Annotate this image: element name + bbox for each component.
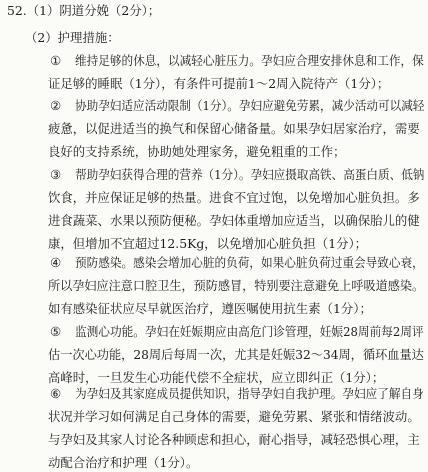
item-number: ⑥ xyxy=(50,386,62,401)
item-line: 疲惫，以促进适当的换气和保留心储备量。如果孕妇居家治疗，需要 xyxy=(48,121,420,136)
item-line: 帮助孕妇获得合理的营养（1分）。孕妇应摄取高铁、高蛋白质、低钠 xyxy=(75,167,425,182)
item-line: 如有感染征状应尽早就医治疗，遵医嘱使用抗生素（1分）； xyxy=(48,301,372,316)
item-line: 高峰时，一旦发生心功能代偿不全症状，应立即纠正（1分）； xyxy=(48,370,385,385)
item-number: ③ xyxy=(50,167,62,182)
item-number: ① xyxy=(50,53,62,68)
item-number: ④ xyxy=(50,255,62,270)
item-line: 估一次心功能，28周后每周一次，尤其是妊娠32～34周，循环血量达 xyxy=(48,347,424,362)
item-line: 预防感染。感染会增加心脏的负荷，如果心脏负荷过重会导致心衰， xyxy=(75,255,424,270)
item-number: ② xyxy=(50,98,62,113)
item-line: 良好的支持系统，协助她处理家务，避免粗重的工作； xyxy=(48,144,346,159)
item-line: 维持足够的休息，以减轻心脏压力。孕妇应合理安排休息和工作，保 xyxy=(75,53,424,68)
item-line: 与孕妇及其家人讨论各种顾虑和担心，耐心指导，减轻恐惧心理，主 xyxy=(48,432,420,447)
question-header: 52.（1）阴道分娩（2分）； xyxy=(7,3,161,18)
item-line: 监测心功能。孕妇在妊娠期应由高危门诊管理，妊娠28周前每2周评 xyxy=(75,324,424,339)
item-line: 为孕妇及其家庭成员提供知识，指导孕妇自我护理。孕妇应了解自身 xyxy=(75,386,424,401)
item-line: 状况并学习如何满足自己身体的需要，避免劳累、紧张和情绪波动。 xyxy=(48,409,420,424)
item-number: ⑤ xyxy=(50,324,62,339)
item-line: 证足够的睡眠（1分），有条件可提前1～2周入院待产（1分）； xyxy=(48,76,390,91)
item-line: 进食蔬菜、水果以预防便秘。孕妇体重增加应适当，以确保胎儿的健 xyxy=(48,213,420,228)
item-line: 动配合治疗和护理（1分）。 xyxy=(48,455,199,470)
item-line: 所以孕妇应注意口腔卫生，预防感冒，特别要注意避免上呼吸道感染。 xyxy=(48,278,425,293)
part2-title: （2）护理措施： xyxy=(25,30,120,45)
item-line: 饮食，并应保证足够的热量。进食不宜过饱，以免增加心脏负担。多 xyxy=(48,190,420,205)
item-line: 协助孕妇适应活动限制（1分）。孕妇应避免劳累，减少活动可以减轻 xyxy=(75,98,425,113)
item-line: 康，但增加不宜超过12.5Kg，以免增加心脏负担（1分）； xyxy=(48,236,368,251)
